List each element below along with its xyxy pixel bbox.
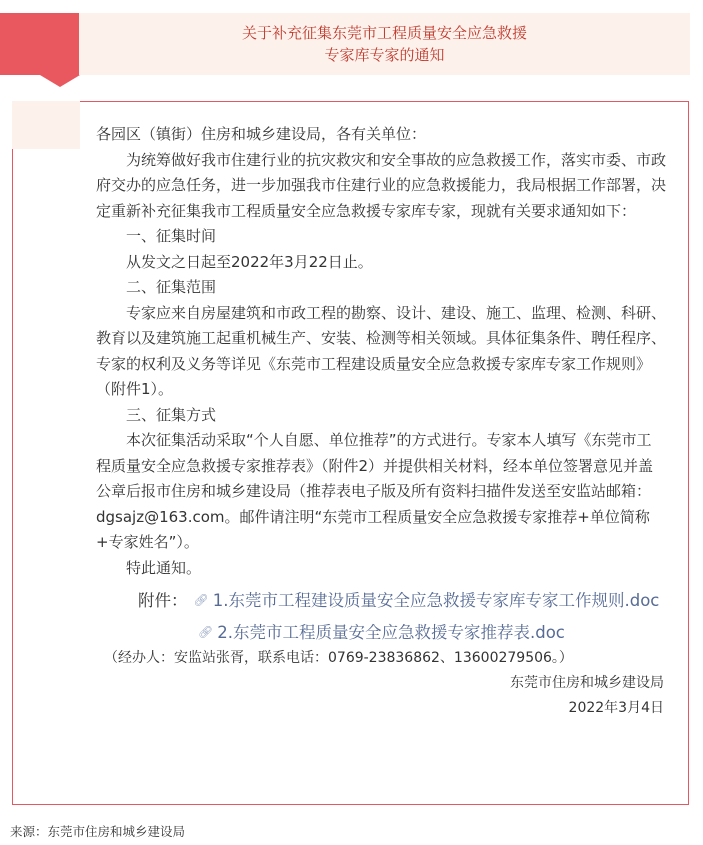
section-2-heading: 二、征集范围 [126,278,217,296]
notice-frame [12,101,689,805]
attachment-row-1 [96,587,666,614]
attachment-row-2 [96,619,666,646]
intro-paragraph: 为统筹做好我市住建行业的抗灾救灾和安全事故的应急救援工作，落实市委、市政府交办的应急任务，进一步加强我市住建行业的应急救援能力，我局根据工作部署，决定重新补充征集我市工程质量安全应急救援专家库专家，现就有关要求通知如下： [96,150,667,220]
closing-text: 特此通知。 [126,558,202,577]
frame-corner-decoration [12,101,80,149]
section-1-text: 从发文之日起至2022年3月22日止。 [126,252,373,271]
handler-contact: （经办人：安监站张胥，联系电话：0769-23836862、13600279506。） [104,650,573,666]
issuer-name: 东莞市住房和城乡建设局 [510,675,664,691]
section-3-text: 本次征集活动采取“个人自愿、单位推荐”的方式进行。专家本人填写《东莞市工程质量安全应急救援专家推荐表》（附件2）并提供相关材料，经本单位签署意见并盖公章后报市住房和城乡建设局（推荐表电子版及所有资料扫描件发送至安监站邮箱：dgsajz@163.com。邮件请注明“东莞市工程质量安全应急救援专家推荐+单位简称+专家姓名”）。 [96,431,654,551]
title-line-2: 专家库专家的通知 [324,46,445,64]
section-3-heading: 三、征集方式 [126,405,217,424]
title-banner [0,13,690,75]
attachments-label: 附件： [138,591,188,610]
attachment-link-2[interactable]: 2.东莞市工程质量安全应急救援专家推荐表.doc [217,623,565,642]
title-corner-fold [40,75,80,87]
issue-date: 2022年3月4日 [568,700,664,716]
salutation: 各园区（镇街）住房和城乡建设局，各有关单位： [96,125,427,143]
link-icon: 🔗︎ [198,625,214,639]
page-title [79,13,690,75]
section-2-text: 专家应来自房屋建筑和市政工程的勘察、设计、建设、施工、监理、检测、科研、教育以及建筑施工起重机械生产、安装、检测等相关领域。具体征集条件、聘任程序、专家的权利及义务等详见《东莞市工程建设质量安全应急救援专家库专家工作规则》（附件1）。 [96,303,667,398]
link-icon: 🔗︎ [193,593,209,607]
section-1-heading: 一、征集时间 [126,227,217,245]
source-note: 来源：东莞市住房和城乡建设局 [10,824,186,839]
notice-content [96,122,666,721]
title-line-1: 关于补充征集东莞市工程质量安全应急救援 [241,24,527,42]
attachment-link-1[interactable]: 1.东莞市工程建设质量安全应急救援专家库专家工作规则.doc [212,591,660,610]
title-corner-decoration [0,13,79,75]
